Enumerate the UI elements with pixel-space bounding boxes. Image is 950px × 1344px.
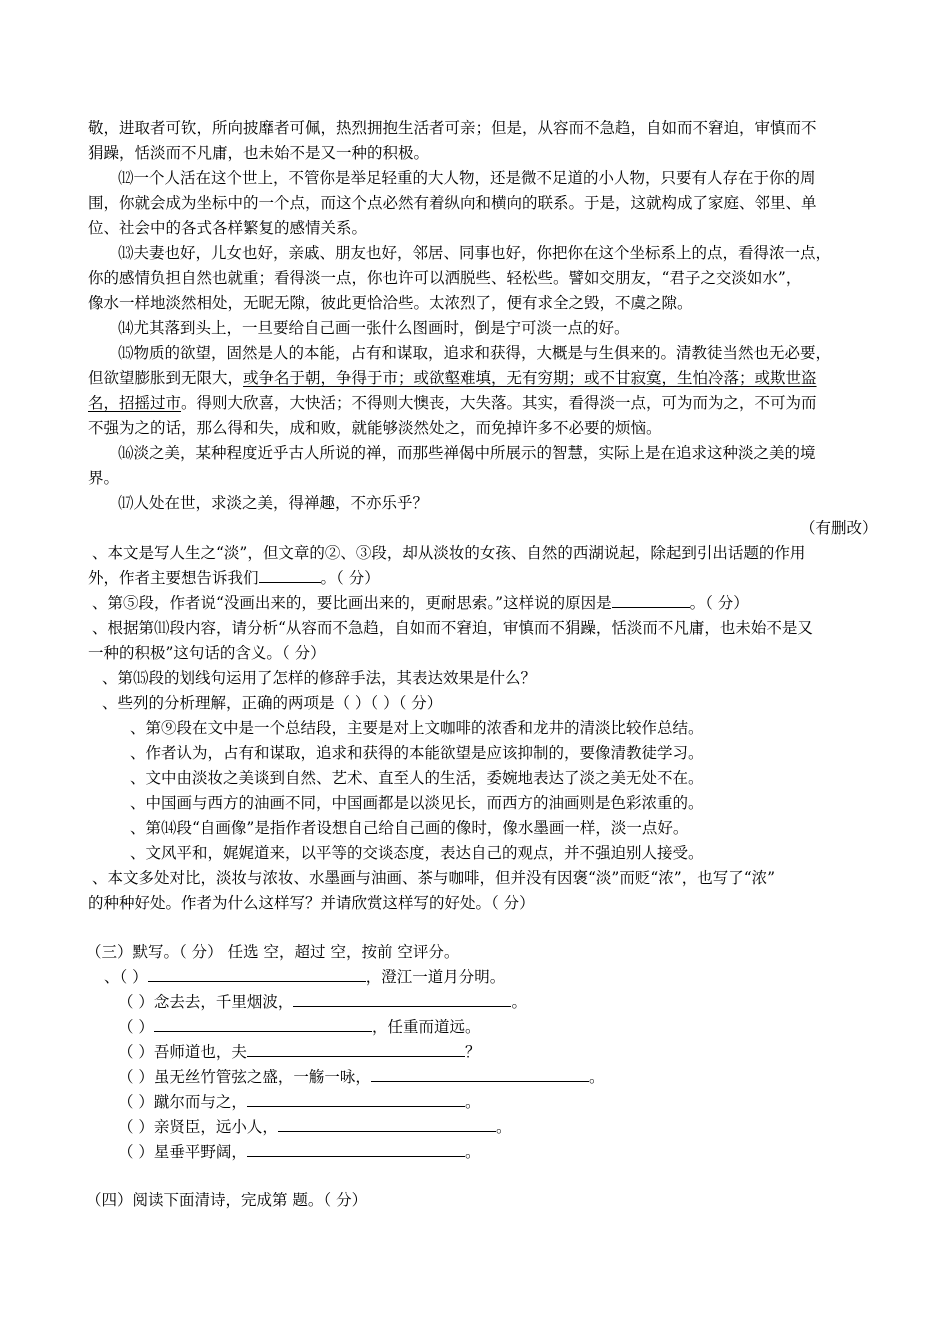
passage-p12-line3: 位、社会中的各式各样繁复的感情关系。 xyxy=(88,219,368,237)
passage-p15-line4: 不强为之的话，那么得和失，成和败，就能够淡然处之，而免掉许多不必要的烦恼。 xyxy=(88,419,662,437)
question-6-line2: 的种种好处。作者为什么这样写？并请欣赏这样写的好处。（ 分） xyxy=(88,894,535,912)
dictation-item-pre: （ ）虽无丝竹管弦之盛，一觞一咏， xyxy=(118,1068,371,1086)
dictation-item-post: 。 xyxy=(464,1093,481,1111)
dictation-item-post: ，任重而道远。 xyxy=(371,1018,481,1036)
question-5-option: 、作者认为，占有和谋取，追求和获得的本能欲望是应该抑制的，要像清教徒学习。 xyxy=(130,744,704,762)
passage-p13-line3: 像水一样地淡然相处，无昵无隙，彼此更恰洽些。太浓烈了，便有求全之毁，不虞之隙。 xyxy=(88,294,693,312)
passage-p15-line2-plain: 但欲望膨胀到无限大， xyxy=(88,369,244,387)
dictation-item-post: ，澄江一道月分明。 xyxy=(365,968,506,986)
dictation-item xyxy=(118,1117,511,1137)
dictation-blank[interactable] xyxy=(293,992,511,1007)
passage-p11-line2: 狷躁，恬淡而不凡庸，也未始不是又一种的积极。 xyxy=(88,144,430,162)
dictation-item xyxy=(118,1142,480,1162)
question-2-prompt: 、第⑤段，作者说“没画出来的，要比画出来的，更耐思索。”这样说的原因是 xyxy=(92,594,612,612)
dictation-item xyxy=(118,1017,480,1037)
dictation-blank[interactable] xyxy=(247,1092,465,1107)
passage-p16-line2: 界。 xyxy=(88,469,120,487)
dictation-item-post: 。 xyxy=(495,1118,512,1136)
question-5-option: 、第⒁段“自画像”是指作者设想自己给自己画的像时，像水墨画一样，淡一点好。 xyxy=(130,819,689,837)
dictation-blank[interactable] xyxy=(154,1017,372,1032)
question-5-option: 、中国画与西方的油画不同，中国画都是以淡见长，而西方的油画则是色彩浓重的。 xyxy=(130,794,704,812)
section-4-header: （四）阅读下面清诗，完成第 题。（ 分） xyxy=(86,1191,368,1209)
passage-p15-line3 xyxy=(88,393,817,413)
passage-p11-line1: 敬，进取者可钦，所向披靡者可佩，热烈拥抱生活者可亲；但是，从容而不急趋，自如而不窘迫，审慎而不 xyxy=(88,119,817,137)
dictation-item xyxy=(104,967,505,987)
dictation-item-post: ？ xyxy=(464,1043,481,1061)
dictation-item-pre: （ ）蹴尔而与之， xyxy=(118,1093,247,1111)
passage-p14-line1: ⒁尤其落到头上，一旦要给自己画一张什么图画时，倒是宁可淡一点的好。 xyxy=(118,319,630,337)
question-5-option: 、文中由淡妆之美谈到自然、艺术、直至人的生活，委婉地表达了淡之美无处不在。 xyxy=(130,769,704,787)
passage-p12-line2: 围，你就会成为坐标中的一个点，而这个点必然有着纵向和横向的联系。于是，这就构成了家庭、邻里、单 xyxy=(88,194,817,212)
question-3-line2: 一种的积极”这句话的含义。（ 分） xyxy=(88,644,326,662)
question-5-option: 、文风平和，娓娓道来，以平等的交谈态度，表达自己的观点，并不强迫别人接受。 xyxy=(130,844,704,862)
question-5-option: 、第⑨段在文中是一个总结段，主要是对上文咖啡的浓香和龙井的清淡比较作总结。 xyxy=(130,719,704,737)
dictation-item xyxy=(118,1092,480,1112)
dictation-item-pre: （ ）亲贤臣，远小人， xyxy=(118,1118,278,1136)
question-4: 、第⒂段的划线句运用了怎样的修辞手法，其表达效果是什么？ xyxy=(102,669,537,687)
question-1-score: 。（ 分） xyxy=(320,569,380,587)
passage-p17-line1: ⒄人处在世，求淡之美，得禅趣，不亦乐乎？ xyxy=(118,494,429,512)
dictation-item-post: 。 xyxy=(588,1068,605,1086)
dictation-item-pre: 、（ ） xyxy=(104,968,148,986)
question-6-line1: 、本文多处对比，淡妆与浓妆、水墨画与油画、茶与咖啡，但并没有因褒“淡”而贬“浓”，也写了“浓” xyxy=(92,869,776,887)
dictation-item xyxy=(118,1067,604,1087)
passage-p16-line1: ⒃淡之美，某种程度近乎古人所说的禅，而那些禅偈中所展示的智慧，实际上是在追求这种淡之美的境 xyxy=(118,444,816,462)
dictation-item-pre: （ ）星垂平野阔， xyxy=(118,1143,247,1161)
passage-p15-line3-plain: 。得则大欣喜，大快活；不得则大懊丧，大失落。其实，看得淡一点，可为而为之，不可为而 xyxy=(181,394,817,412)
question-2 xyxy=(92,593,749,613)
dictation-blank[interactable] xyxy=(148,967,366,982)
dictation-item xyxy=(118,992,527,1012)
dictation-item-post: 。 xyxy=(464,1143,481,1161)
answer-blank-2[interactable] xyxy=(612,593,690,608)
question-3-line1: 、根据第⑾段内容，请分析“从容而不急趋，自如而不窘迫，审慎而不狷躁，恬淡而不凡庸，也未始不是又 xyxy=(92,619,813,637)
dictation-item-pre: （ ）念去去，千里烟波， xyxy=(118,993,294,1011)
question-2-score: 。（ 分） xyxy=(689,594,749,612)
dictation-item-pre: （ ） xyxy=(118,1018,154,1036)
passage-p13-line2: 你的感情负担自然也就重；看得淡一点，你也许可以洒脱些、轻松些。譬如交朋友，“君子之交淡如水”， xyxy=(88,269,802,287)
dictation-blank[interactable] xyxy=(247,1142,465,1157)
underlined-sentence-end: 名，招摇过市 xyxy=(88,394,182,412)
underlined-sentence: 或争名于朝，争得于市；或欲壑难填，无有穷期；或不甘寂寞，生怕冷落；或欺世盗 xyxy=(243,369,817,387)
dictation-item-pre: （ ）吾师道也，夫 xyxy=(118,1043,247,1061)
dictation-item-post: 。 xyxy=(511,993,527,1011)
dictation-blank[interactable] xyxy=(371,1067,589,1082)
passage-p12-line1: ⑿一个人活在这个世上，不管你是举足轻重的大人物，还是微不足道的小人物，只要有人存在于你的周 xyxy=(118,169,816,187)
passage-p15-line1: ⒂物质的欲望，固然是人的本能，占有和谋取，追求和获得，大概是与生俱来的。清教徒当然也无必要， xyxy=(118,344,832,362)
passage-p13-line1: ⒀夫妻也好，儿女也好，亲戚、朋友也好，邻居、同事也好，你把你在这个坐标系上的点，看得浓一点， xyxy=(118,244,832,262)
dictation-item xyxy=(118,1042,480,1062)
question-1-line2 xyxy=(88,568,380,588)
dictation-blank[interactable] xyxy=(247,1042,465,1057)
question-1-prompt: 外，作者主要想告诉我们 xyxy=(88,569,259,587)
question-5: 、些列的分析理解，正确的两项是（ ）（ ）（ 分） xyxy=(102,694,443,712)
source-note: （有删改） xyxy=(800,519,878,537)
question-1-line1: 、本文是写人生之“淡”，但文章的②、③段，却从淡妆的女孩、自然的西湖说起，除起到引出话题的作用 xyxy=(92,544,806,562)
dictation-blank[interactable] xyxy=(278,1117,496,1132)
passage-p15-line2 xyxy=(88,368,817,388)
section-3-header: （三）默写。（ 分） 任选 空，超过 空，按前 空评分。 xyxy=(86,943,460,961)
answer-blank-1[interactable] xyxy=(259,568,321,583)
